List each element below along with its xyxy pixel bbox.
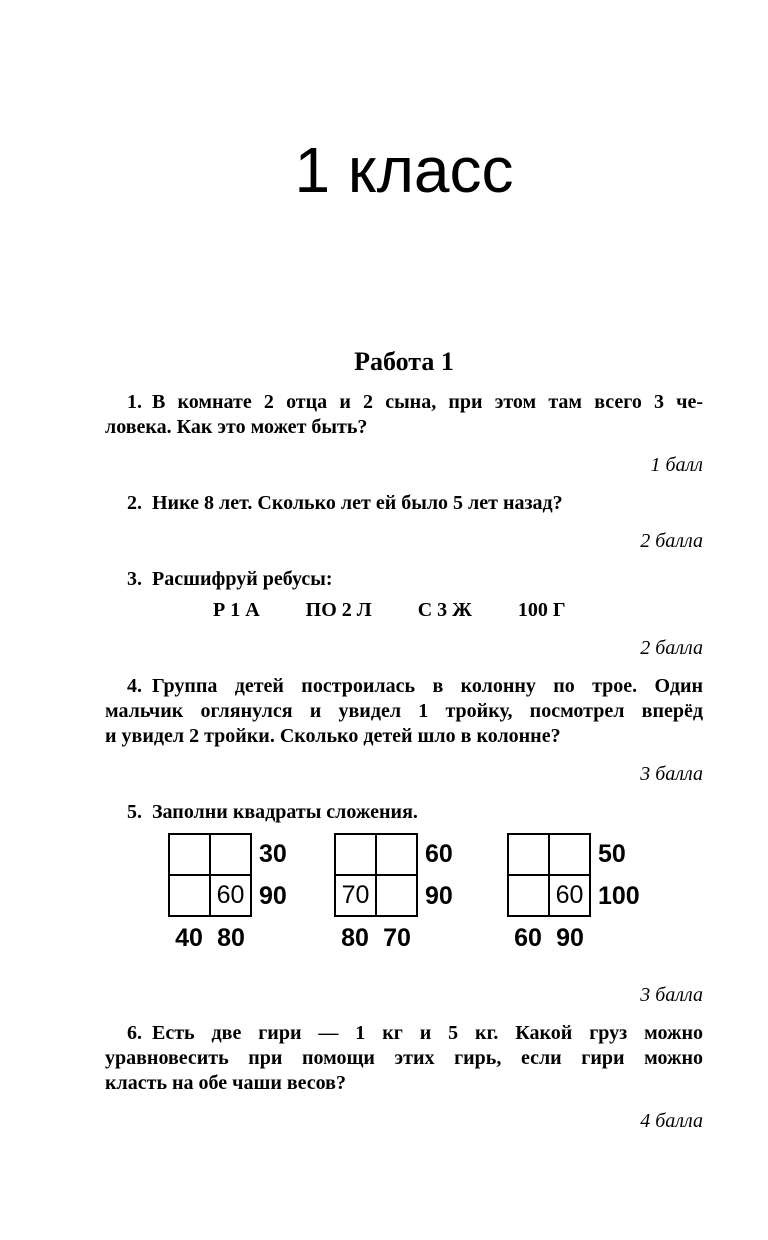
problems-list (105, 390, 703, 1134)
square-cell (210, 834, 251, 875)
square-cell (549, 834, 590, 875)
col-sum-label: 60 (514, 924, 542, 952)
square-cell (508, 834, 549, 875)
problem-text: В комнате 2 отца и 2 сына, при этом там всего 3 че- (152, 391, 703, 413)
points-label: 3 балла (640, 984, 703, 1006)
addition-square-2 (334, 833, 459, 953)
problem-text-line: уравновесить при помощи этих гирь, если гири можно (105, 1047, 703, 1069)
square-and-row-sums (334, 833, 459, 917)
column-sums (334, 923, 459, 953)
problem-text-line: мальчик оглянулся и увидел 1 тройку, посмотрел вперёд (105, 700, 703, 722)
square-cell (376, 875, 417, 916)
square-grid (507, 833, 591, 917)
row-sum-label: 60 (425, 839, 453, 868)
square-cell: 60 (549, 875, 590, 916)
problem-6 (105, 1021, 703, 1134)
problem-text: Расшифруй ребусы: (152, 568, 333, 590)
problem-text: Есть две гири — 1 кг и 5 кг. Какой груз можно (152, 1022, 703, 1044)
problem-2 (105, 491, 703, 554)
problem-text-line: класть на обе чаши весов? (105, 1072, 346, 1094)
addition-square-1 (168, 833, 293, 953)
row-sums (259, 833, 293, 917)
problem-text-line (105, 390, 703, 415)
problem-text: Группа детей построилась в колонну по трое. Один (152, 675, 703, 697)
square-cell: 70 (335, 875, 376, 916)
rebus-item: ПО 2 Л (305, 599, 372, 621)
col-sum-label: 40 (175, 924, 203, 952)
addition-square-3 (507, 833, 640, 953)
rebus-item: 100 Г (517, 599, 566, 621)
col-sum-label: 80 (341, 924, 369, 952)
content-column (105, 0, 703, 1134)
row-sum-label: 50 (598, 839, 626, 868)
rebus-item: Р 1 А (213, 599, 260, 621)
problem-number: 2. (127, 492, 142, 514)
points-label: 3 балла (640, 763, 703, 785)
row-sum-label: 30 (259, 839, 287, 868)
col-sum-label: 90 (556, 924, 584, 952)
problem-text-line: ловека. Как это может быть? (105, 416, 368, 438)
problem-text: Заполни квадраты сложения. (152, 801, 418, 823)
row-sum-label: 90 (425, 881, 453, 910)
problem-number: 6. (127, 1022, 142, 1044)
problem-1 (105, 390, 703, 478)
row-sum-label: 90 (259, 881, 287, 910)
square-grid (168, 833, 252, 917)
problem-4 (105, 674, 703, 787)
problem-3 (105, 567, 703, 661)
problem-number: 1. (127, 391, 142, 413)
problem-text-line (105, 674, 703, 699)
row-sum-label: 100 (598, 881, 640, 910)
problem-text-line (105, 1021, 703, 1046)
problem-number: 5. (127, 801, 142, 823)
addition-squares (105, 833, 703, 953)
column-sums (507, 923, 632, 953)
square-cell: 60 (210, 875, 251, 916)
square-cell (169, 834, 210, 875)
square-and-row-sums (507, 833, 640, 917)
points-label: 1 балл (650, 454, 703, 476)
problem-text: Нике 8 лет. Сколько лет ей было 5 лет назад? (152, 492, 563, 514)
square-cell (169, 875, 210, 916)
problem-5 (105, 800, 703, 1008)
problem-text-line (105, 491, 703, 516)
page-title: 1 класс (294, 134, 514, 206)
problem-text-line: и увидел 2 тройки. Сколько детей шло в колонне? (105, 725, 561, 747)
points-label: 4 балла (640, 1110, 703, 1132)
points-label: 2 балла (640, 530, 703, 552)
col-sum-label: 80 (217, 924, 245, 952)
problem-number: 3. (127, 568, 142, 590)
row-sums (425, 833, 459, 917)
row-sums (598, 833, 640, 917)
col-sum-label: 70 (383, 924, 411, 952)
work-title: Работа 1 (354, 347, 454, 376)
problem-number: 4. (127, 675, 142, 697)
square-cell (335, 834, 376, 875)
points-label: 2 балла (640, 637, 703, 659)
square-grid (334, 833, 418, 917)
square-and-row-sums (168, 833, 293, 917)
rebus-row (105, 598, 703, 623)
column-sums (168, 923, 293, 953)
rebus-item: С 3 Ж (417, 599, 472, 621)
square-cell (376, 834, 417, 875)
problem-text-line (105, 800, 703, 825)
square-cell (508, 875, 549, 916)
problem-text-line (105, 567, 703, 592)
